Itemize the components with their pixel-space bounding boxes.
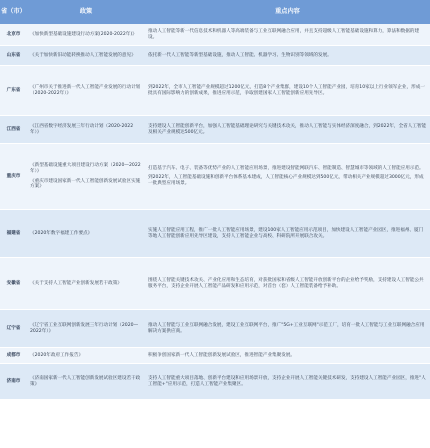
province-cell: 山东省 — [6, 52, 21, 58]
province-cell: 江西省 — [6, 126, 21, 132]
policy-name: 《新型基础设施重大项目建设行动方案（2020—2022年）》 — [30, 163, 141, 174]
header-content: 重点内容 — [275, 8, 300, 16]
header-policy: 政策 — [79, 8, 93, 16]
policy-cell — [27, 310, 145, 347]
policy-name: 《辽宁省工业互联网创新发展三年行动计划（2020—2022年）》 — [30, 322, 139, 334]
province-cell: 福建省 — [6, 230, 21, 236]
content-text: 实施人工智能应用工程，推广一批人工智能应用场景，建设100家人工智能应用示范项目，加快建设人工智能产业园区，推进福州、厦门等地人工智能创新应用先导区建设，支持人工智能企业与高校、科研院所开展联合攻关。 — [148, 227, 424, 239]
table-row — [0, 210, 430, 258]
content-text: 围绕人工智能关键技术攻关、产业化应用和生态培育，对获批国家和省级人工智能开放创新平台的企业给予奖励，支持建设人工智能公共服务平台，支持企业开展人工智能产品研发和应用示范，对首台（套）人工智能装备给予补助。 — [148, 277, 424, 289]
province-cell: 济南市 — [6, 378, 21, 384]
content-cell — [145, 258, 430, 309]
province-cell: 安徽省 — [6, 280, 21, 286]
province-cell: 重庆市 — [6, 173, 21, 179]
table-row — [0, 116, 430, 144]
policy-name: 《加快新型基础设施建设行动方案(2020-2022年)》 — [30, 31, 137, 37]
policy-name: 《重庆市建设国家新一代人工智能创新发展试验区实施方案》 — [30, 178, 141, 190]
policy-cell — [27, 258, 145, 309]
content-cell — [145, 46, 430, 65]
province-cell: 辽宁省 — [6, 325, 21, 331]
table-header — [0, 0, 430, 24]
content-text: 推动人工智能与工业互联网融合发展，建设工业互联网平台，推广"5G+工业互联网"示范工厂，培育一批人工智能与工业互联网融合应用解决方案供应商。 — [148, 322, 425, 334]
content-text: 支持建设人工智能创新平台，加强人工智能基础理论研究与关键技术攻关，推动人工智能与实体经济深度融合，到2022年，全省人工智能及相关产业规模达500亿元。 — [148, 123, 427, 135]
content-text: 支持人工智能重大项目落地、创新平台建设和应用场景开放，支持企业开展人工智能关键技术研发，支持建设人工智能产业园区，推进"人工智能+"应用示范，打造人工智能产业集聚区。 — [148, 375, 426, 387]
content-cell — [145, 348, 430, 363]
policy-name: 《江西省数字经济发展三年行动计划（2020-2022年）》 — [30, 123, 134, 135]
table-row — [0, 144, 430, 210]
table-row — [0, 24, 430, 46]
content-text: 积极争创国家新一代人工智能创新发展试验区，推进智能产业集聚发展。 — [148, 352, 296, 358]
policy-name: 《2020年政府工作报告》 — [30, 352, 84, 358]
province-cell: 成都市 — [6, 352, 21, 358]
content-text: 打造基于汽车、电子、装备等优势产业的人工智能应用场景，推进建设智能网联汽车、智能制造、智慧城市等领域的人工智能应用示范。 — [148, 166, 424, 172]
content-text: 到2022年，全市人工智能产业规模超过1200亿元，打造8个产业集群，建设10个人工智能产业园，培育10家以上行业领军企业，形成一批具有国际影响力的创新成果，推进应用示范，争取创建国家人工智能创新应用先导区。 — [148, 84, 425, 96]
policy-cell — [27, 46, 145, 65]
content-cell — [145, 144, 430, 209]
policy-name: 《关于加快新旧动能转换推动人工智能发展的意见》 — [30, 52, 136, 58]
policy-cell — [27, 210, 145, 257]
policy-name: 《关于支持人工智能产业创新发展若干政策》 — [30, 280, 122, 286]
policy-cell — [27, 348, 145, 363]
policy-name: 《济南国家新一代人工智能创新发展试验区建设若干政策》 — [30, 375, 141, 387]
table-row — [0, 66, 430, 116]
content-cell — [145, 310, 430, 347]
policy-cell — [27, 24, 145, 45]
table-row — [0, 364, 430, 400]
policy-name: 《2020年数字福建工作要点》 — [30, 230, 93, 236]
province-cell: 广东省 — [6, 87, 21, 93]
content-cell — [145, 24, 430, 45]
header-province: 省（市） — [1, 8, 26, 16]
table-row — [0, 258, 430, 310]
table-row — [0, 46, 430, 66]
content-cell — [145, 116, 430, 143]
table-body — [0, 24, 430, 400]
content-cell — [145, 210, 430, 257]
table-row — [0, 348, 430, 364]
policy-name: 《广州市关于推进新一代人工智能产业发展的行动计划（2020-2022年）》 — [30, 84, 141, 96]
table-row — [0, 310, 430, 348]
content-text: 到2022年，人工智能基础设施和创新平台体系基本建成，人工智能核心产业规模达到500亿元，带动相关产业规模超过3000亿元，形成一批典型应用场景。 — [148, 175, 424, 186]
policy-cell — [27, 144, 145, 209]
content-text: 依托新一代人工智能等新型基础设施，推动人工智能、机器学习、生物识别等领域的发展。 — [148, 52, 332, 58]
province-cell: 北京市 — [6, 31, 21, 37]
policy-cell — [27, 116, 145, 143]
content-cell — [145, 66, 430, 115]
content-cell — [145, 364, 430, 399]
content-text: 推动人工智能等新一代信息技术和机器人等高端装备与工业互联网融合应用，并且支持超级人工智能基础设施和算力，算法和数据的建设。 — [148, 28, 420, 40]
policy-cell — [27, 364, 145, 399]
policy-cell — [27, 66, 145, 115]
